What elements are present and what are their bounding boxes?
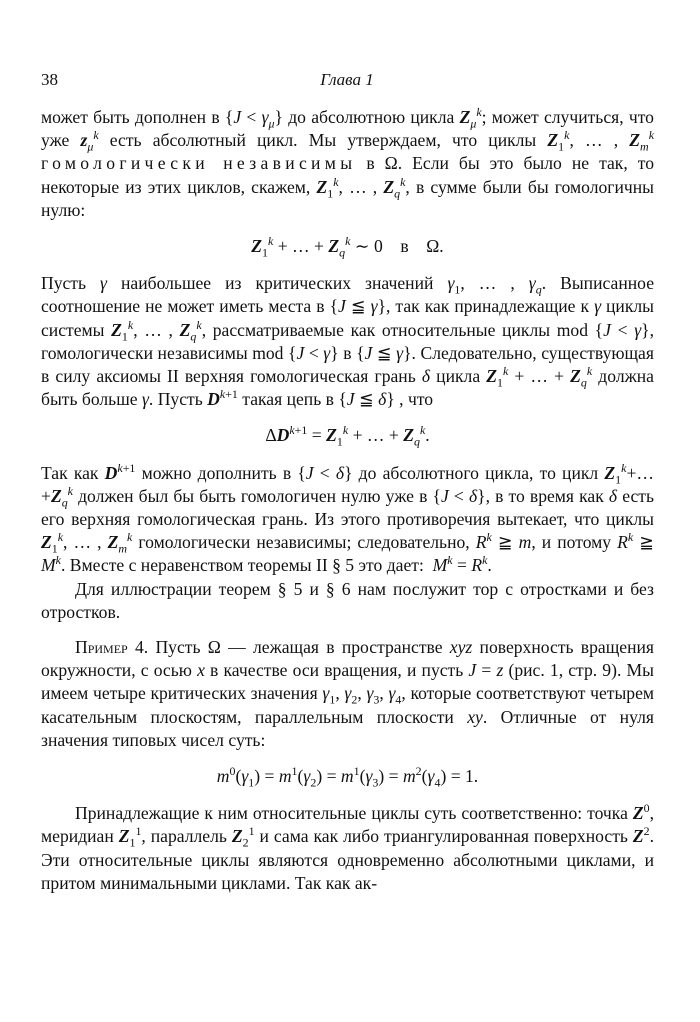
equation: $Z_1^k$ + … + $Z_q^k$ ∼ 0 в Ω. (251, 234, 444, 260)
paragraph: может быть дополнен в $\{J < \gamma_\mu\}$ до абсолютною цикла $Z_\mu^k$; может случиться, что уже $z_\mu^k$ есть абсолютный цикл. Мы утверждаем, что циклы $Z_1^k$, … , $Z_m^k$ гомологически независимы в Ω. Если бы это было не так, то некоторые из этих циклов, скажем, $Z_1^k$, … , $Z_q^k$, в сумме были бы гомологичны нулю: (41, 105, 655, 220)
paragraph: Для иллюстрации теорем § 5 и § 6 нам послужит тор с отростками и без отростков. (41, 578, 654, 622)
paragraph: Пример 4. Пусть Ω — лежащая в пространстве xyz поверхность вращения окружности, с осью x в качестве оси вращения, и пусть J = z (рис. 1, стр. 9). Мы имеем четыре критических значения $\gamma_1$, $\gamma_2$, $\gamma_3$, $\gamma_4$, которые соответствуют четырем касательным плоскостям, параллельным плоскости xy. Отличные от нуля значения типовых чисел суть: (41, 637, 655, 750)
page-header (41, 70, 653, 92)
page-number: 38 (41, 70, 58, 89)
paragraph: Так как $D^{k+1}$ можно дополнить в {J < δ} до абсолютного цикла, то цикл $Z_1^k+\dots+Z_q^k$ должен был бы быть гомологичен нулю уже в {J < δ}, в то время как δ есть его верхняя гомологическая грань. Из этого противоречия вытекает, что циклы $Z_1^k$, … , $Z_m^k$ гомологически независимы; следовательно, $R^k$ ≧ m, и потому $R^k$ ≧ $M^k$. Вместе с неравенством теоремы II § 5 это дает: $M^k = R^k$. (41, 460, 655, 576)
paragraph: Принадлежащие к ним относительные циклы суть соответственно: точка $Z^0$, меридиан $Z_1^1$, параллель $Z_2^1$ и сама как либо триангулированная поверхность $Z^2$. Эти относительные циклы являются одновременно абсолютными циклами, и притом минимальными циклами. Так как ак- (41, 801, 654, 893)
paragraph: Пусть γ наибольшее из критических значений $\gamma_1$, … , $\gamma_q$. Выписанное соотношение не может иметь места в {J ≦ γ}, так как принадлежащие к γ циклы системы $Z_1^k$, … , $Z_q^k$, рассматриваемые как относительные циклы mod {J < γ}, гомологически независимы mod {J < γ} в {J ≦ γ}. Следовательно, существующая в силу аксиомы II верхняя гомологическая грань δ цикла $Z_1^k$ + … + $Z_q^k$ должна быть больше γ. Пусть $D^{k+1}$ такая цепь в {J ≦ δ} , что (41, 273, 654, 410)
example-label: Пример 4 (75, 637, 144, 658)
equation: $\Delta D^{k+1} = Z_1^k$ + … + $Z_q^k$. (265, 423, 430, 449)
page-body (41, 106, 654, 895)
chapter-title: Глава 1 (320, 70, 374, 89)
equation: $m^0(\gamma_1) = m^1(\gamma_2) = m^1(\gamma_3) = m^2(\gamma_4) = 1$. (216, 764, 479, 790)
